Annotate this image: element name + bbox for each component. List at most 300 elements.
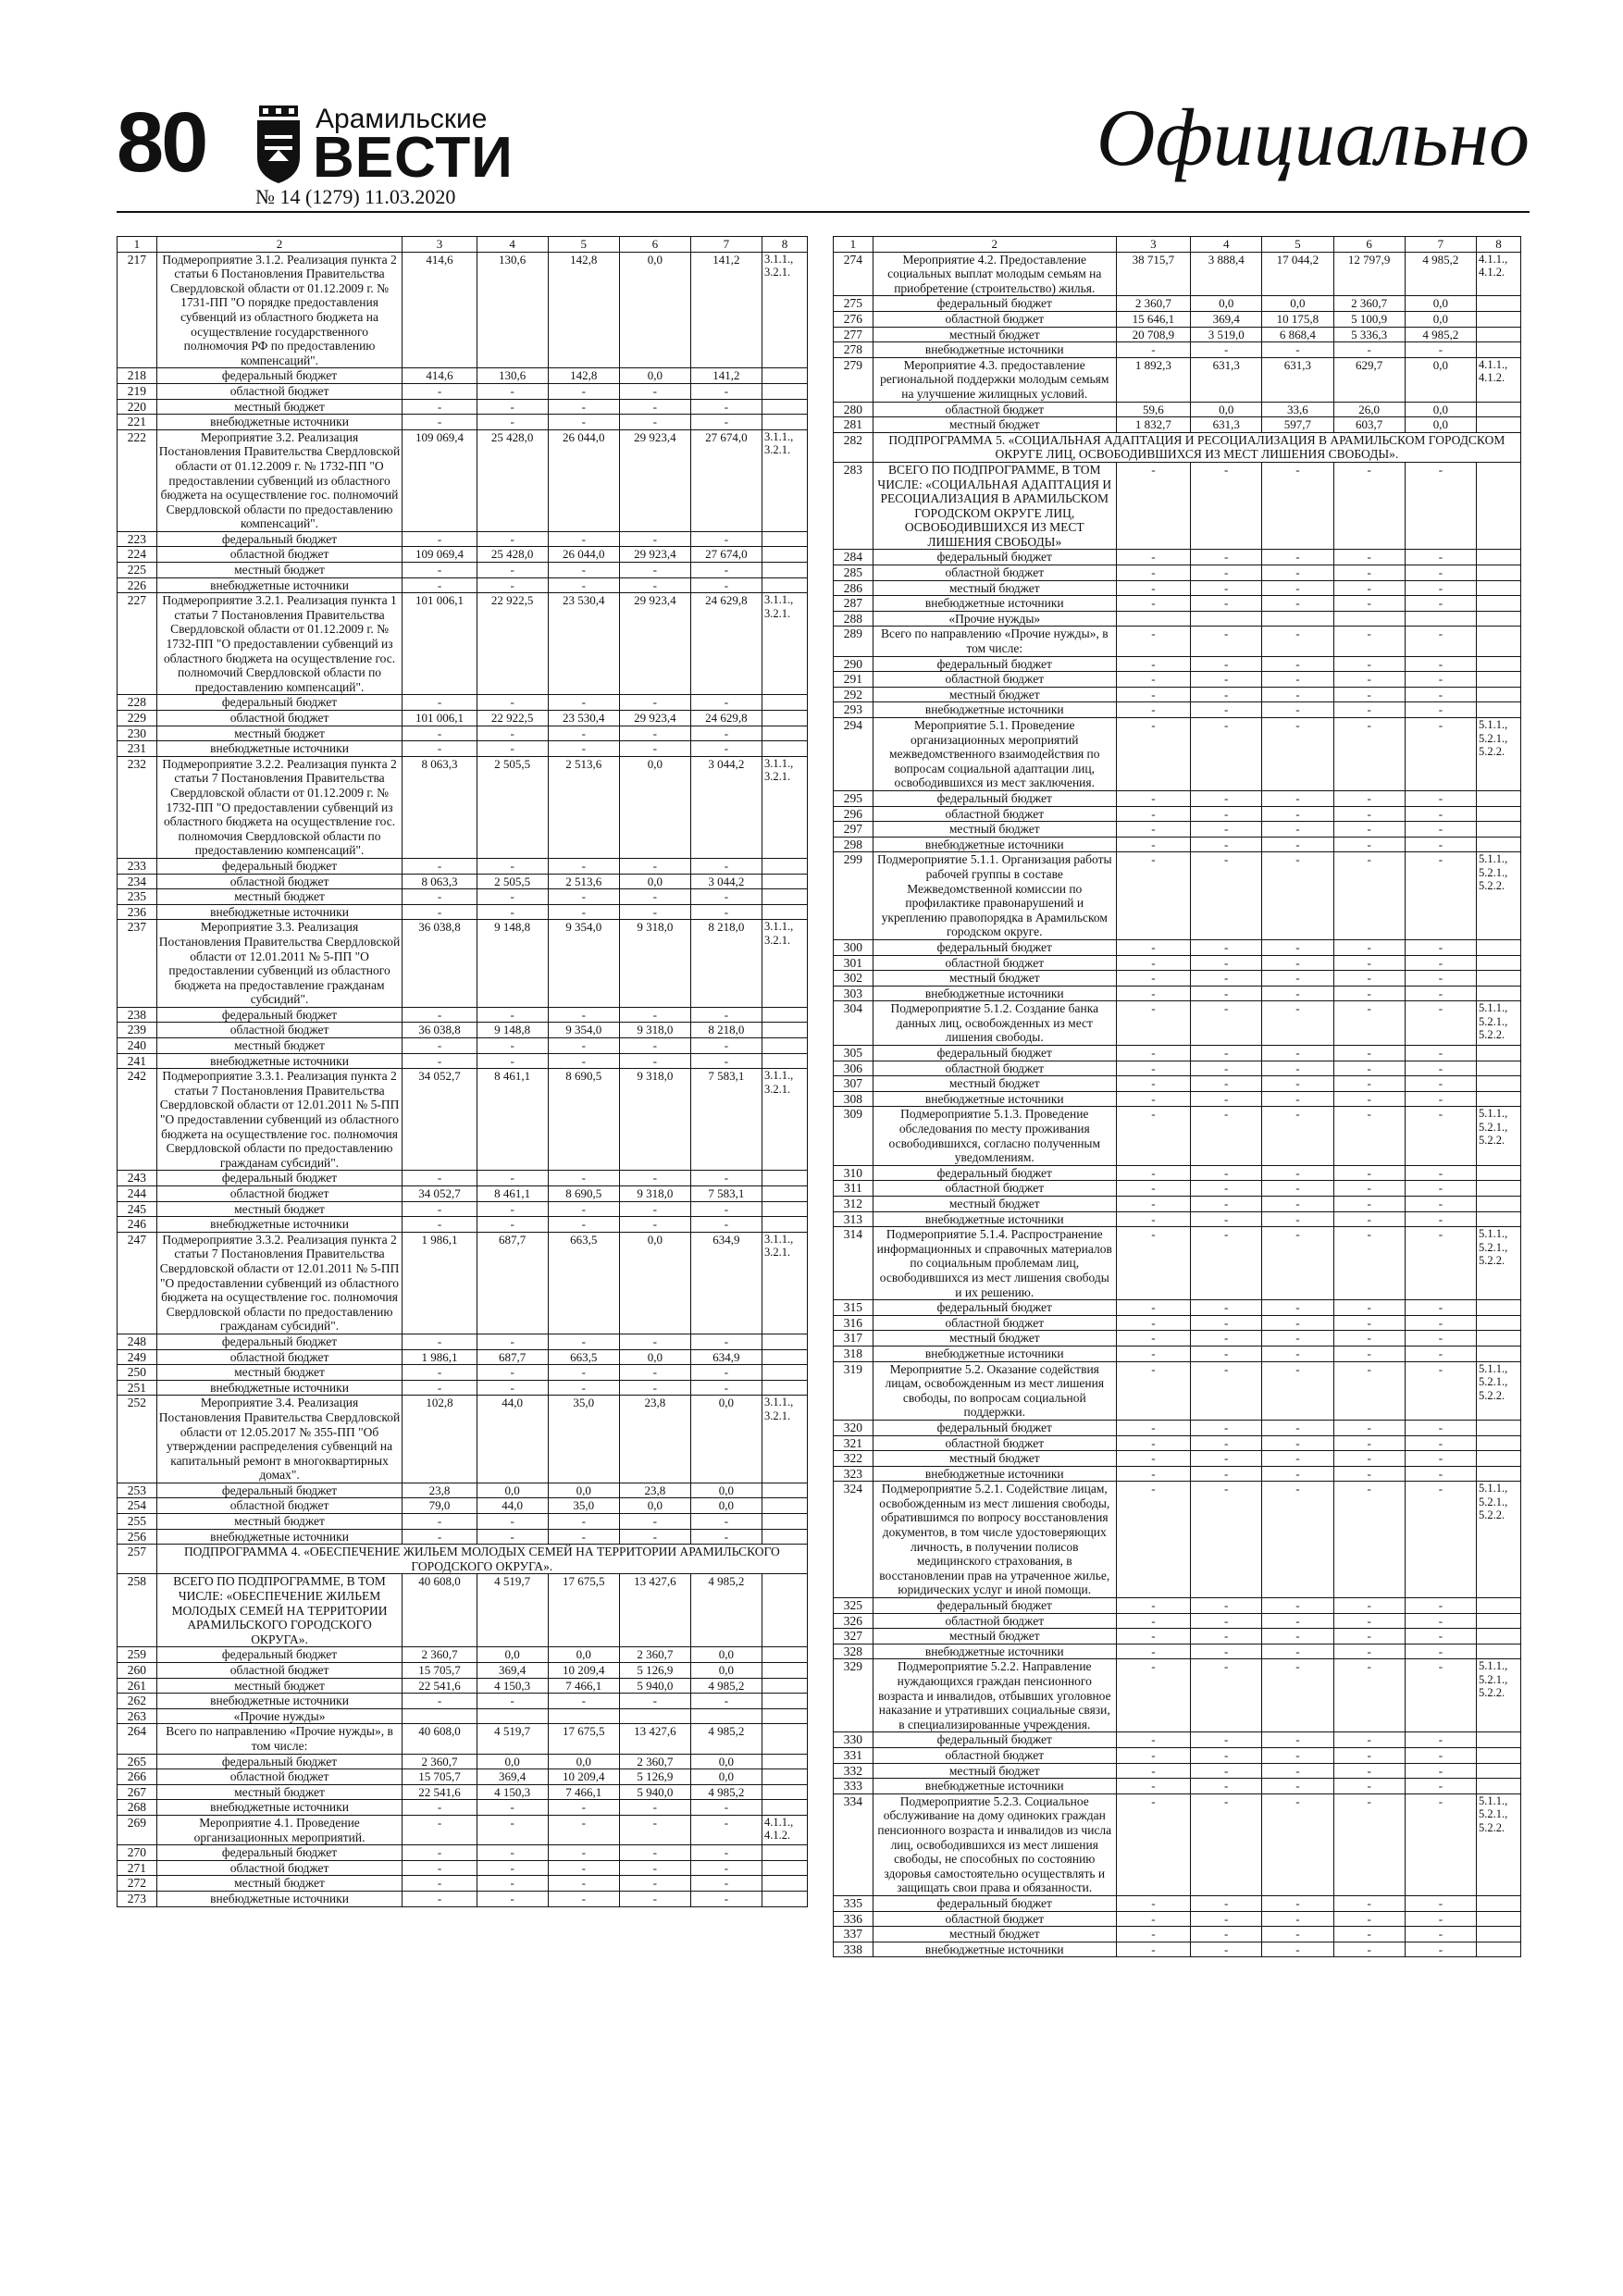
column-header: 7	[690, 237, 762, 253]
amount-cell: -	[477, 726, 548, 741]
amount-cell: -	[477, 399, 548, 415]
amount-cell: -	[1191, 806, 1262, 822]
row-number: 329	[834, 1659, 873, 1732]
target-codes	[762, 1498, 807, 1514]
table-row	[118, 399, 808, 415]
amount-cell: -	[619, 1845, 690, 1861]
table-row	[118, 577, 808, 593]
amount-cell: -	[1405, 656, 1476, 672]
amount-cell: -	[1191, 1451, 1262, 1467]
row-description: Подмероприятие 3.3.2. Реализация пункта 2 статьи 7 Постановления Правительства Свердловской области от 12.01.2011 № 5-ПП "О предоставлении субвенций из областного бюджета на осуществление гос. полномочия Свердловской области по предоставлению гражданам субсидий".	[156, 1232, 403, 1334]
row-description: местный бюджет	[873, 1451, 1116, 1467]
row-number: 333	[834, 1779, 873, 1794]
amount-cell: 0,0	[1262, 296, 1333, 312]
row-description: внебюджетные источники	[156, 577, 403, 593]
target-codes: 4.1.1., 4.1.2.	[1476, 357, 1520, 402]
amount-cell: -	[1262, 939, 1333, 955]
subprogram-title: ПОДПРОГРАММА 5. «СОЦИАЛЬНАЯ АДАПТАЦИЯ И РЕСОЦИАЛИЗАЦИЯ В АРАМИЛЬСКОМ ГОРОДСКОМ ОКРУГЕ ЛИЦ, ОСВОБОДИВШИХСЯ ИЗ МЕСТ ЛИШЕНИЯ СВОБОДЫ».	[873, 432, 1520, 462]
amount-cell: -	[1191, 790, 1262, 806]
amount-cell: -	[1262, 672, 1333, 688]
amount-cell: -	[477, 1529, 548, 1545]
target-codes: 5.1.1., 5.2.1., 5.2.2.	[1476, 1659, 1520, 1732]
target-codes: 5.1.1., 5.2.1., 5.2.2.	[1476, 1482, 1520, 1598]
row-number: 298	[834, 837, 873, 852]
amount-cell: 0,0	[1191, 296, 1262, 312]
amount-cell: -	[1191, 1107, 1262, 1165]
amount-cell: 9 318,0	[619, 1069, 690, 1171]
row-number: 337	[834, 1927, 873, 1942]
amount-cell: -	[1191, 1763, 1262, 1779]
amount-cell: -	[403, 1694, 477, 1709]
row-number: 252	[118, 1396, 157, 1483]
amount-cell: -	[548, 383, 619, 399]
target-codes	[1476, 939, 1520, 955]
amount-cell: -	[1262, 1331, 1333, 1347]
table-row	[834, 1091, 1521, 1107]
amount-cell: 109 069,4	[403, 547, 477, 563]
amount-cell: -	[1191, 1747, 1262, 1763]
row-number: 294	[834, 718, 873, 791]
amount-cell: -	[1191, 1629, 1262, 1644]
amount-cell: -	[403, 399, 477, 415]
amount-cell: 38 715,7	[1116, 252, 1190, 296]
table-row	[834, 1227, 1521, 1300]
row-number: 238	[118, 1007, 157, 1023]
row-number: 226	[118, 577, 157, 593]
table-row	[118, 547, 808, 563]
amount-cell: -	[1191, 718, 1262, 791]
table-row	[834, 1046, 1521, 1061]
row-description: местный бюджет	[873, 1076, 1116, 1092]
amount-cell: 79,0	[403, 1498, 477, 1514]
row-number: 219	[118, 383, 157, 399]
amount-cell: 1 986,1	[403, 1232, 477, 1334]
target-codes	[762, 547, 807, 563]
amount-cell: -	[1191, 342, 1262, 358]
row-number: 278	[834, 342, 873, 358]
row-number: 268	[118, 1800, 157, 1816]
table-row	[834, 462, 1521, 550]
amount-cell: -	[619, 1007, 690, 1023]
row-number: 249	[118, 1349, 157, 1365]
amount-cell: 3 044,2	[690, 756, 762, 858]
amount-cell: -	[1405, 1211, 1476, 1227]
column-header: 5	[548, 237, 619, 253]
amount-cell: 0,0	[1405, 402, 1476, 417]
amount-cell: 7 466,1	[548, 1784, 619, 1800]
amount-cell: 687,7	[477, 1349, 548, 1365]
amount-cell: 22 541,6	[403, 1784, 477, 1800]
amount-cell: 4 985,2	[1405, 252, 1476, 296]
amount-cell: -	[1262, 986, 1333, 1001]
row-description: «Прочие нужды»	[156, 1708, 403, 1724]
row-description: федеральный бюджет	[873, 1300, 1116, 1316]
amount-cell: -	[1262, 1001, 1333, 1046]
amount-cell: 29 923,4	[619, 429, 690, 531]
amount-cell: -	[619, 889, 690, 905]
amount-cell: -	[1405, 565, 1476, 581]
target-codes: 3.1.1., 3.2.1.	[762, 593, 807, 695]
target-codes	[762, 563, 807, 578]
amount-cell: -	[1333, 1061, 1405, 1076]
amount-cell: -	[403, 1845, 477, 1861]
amount-cell: -	[1405, 1927, 1476, 1942]
amount-cell: -	[1116, 1361, 1190, 1420]
amount-cell: -	[1191, 580, 1262, 596]
target-codes	[762, 1334, 807, 1349]
target-codes	[762, 726, 807, 741]
table-row	[834, 1076, 1521, 1092]
amount-cell: -	[619, 726, 690, 741]
row-number: 242	[118, 1069, 157, 1171]
target-codes: 4.1.1., 4.1.2.	[1476, 252, 1520, 296]
amount-cell: -	[1262, 790, 1333, 806]
target-codes	[762, 1217, 807, 1233]
amount-cell: -	[1191, 1911, 1262, 1927]
row-description: федеральный бюджет	[156, 695, 403, 711]
amount-cell: -	[1262, 1197, 1333, 1212]
target-codes	[1476, 1747, 1520, 1763]
row-description: федеральный бюджет	[873, 1732, 1116, 1748]
table-row	[118, 415, 808, 430]
target-codes	[1476, 1197, 1520, 1212]
row-number: 218	[118, 368, 157, 384]
amount-cell: -	[619, 1217, 690, 1233]
amount-cell: -	[1405, 1732, 1476, 1748]
table-row	[834, 1181, 1521, 1197]
amount-cell: -	[1405, 955, 1476, 971]
amount-cell: -	[403, 1860, 477, 1876]
target-codes	[762, 415, 807, 430]
amount-cell: 23 530,4	[548, 593, 619, 695]
amount-cell: 130,6	[477, 252, 548, 368]
amount-cell: 22 541,6	[403, 1678, 477, 1694]
column-header: 2	[873, 237, 1116, 253]
row-number: 230	[118, 726, 157, 741]
target-codes	[1476, 550, 1520, 565]
amount-cell: 687,7	[477, 1232, 548, 1334]
row-description: Подмероприятие 3.3.1. Реализация пункта 2 статьи 7 Постановления Правительства Свердловской области от 12.01.2011 № 5-ПП "О предоставлении субвенций из областного бюджета на осуществление гос. полномочия Свердловской области по предоставлению гражданам субсидий".	[156, 1069, 403, 1171]
row-description: федеральный бюджет	[873, 296, 1116, 312]
amount-cell: -	[403, 726, 477, 741]
amount-cell: -	[1191, 1001, 1262, 1046]
amount-cell: 634,9	[690, 1232, 762, 1334]
table-row	[118, 904, 808, 920]
amount-cell	[477, 1708, 548, 1724]
amount-cell: -	[690, 1845, 762, 1861]
target-codes	[762, 1708, 807, 1724]
row-description: областной бюджет	[156, 383, 403, 399]
table-row	[118, 874, 808, 889]
row-description: внебюджетные источники	[873, 596, 1116, 612]
table-row	[118, 1815, 808, 1844]
amount-cell: -	[403, 383, 477, 399]
row-number: 328	[834, 1644, 873, 1659]
amount-cell: -	[403, 1365, 477, 1381]
amount-cell: 5 126,9	[619, 1769, 690, 1785]
table-row	[118, 1529, 808, 1545]
target-codes	[1476, 311, 1520, 327]
table-row	[834, 971, 1521, 987]
row-number: 288	[834, 611, 873, 627]
row-number: 336	[834, 1911, 873, 1927]
amount-cell: -	[1116, 1451, 1190, 1467]
column-header: 4	[477, 237, 548, 253]
amount-cell: 3 888,4	[1191, 252, 1262, 296]
amount-cell: -	[548, 531, 619, 547]
target-codes: 3.1.1., 3.2.1.	[762, 1232, 807, 1334]
amount-cell: -	[1116, 806, 1190, 822]
row-number: 330	[834, 1732, 873, 1748]
table-row	[118, 1217, 808, 1233]
row-number: 254	[118, 1498, 157, 1514]
amount-cell: -	[548, 1876, 619, 1892]
row-description: Подмероприятие 5.1.4. Распространение информационных и справочных материалов по социальным проблемам лиц, освободившихся из мест лишения свободы и их решению.	[873, 1227, 1116, 1300]
amount-cell: 0,0	[477, 1483, 548, 1498]
column-header: 5	[1262, 237, 1333, 253]
amount-cell: -	[1333, 986, 1405, 1001]
row-description: федеральный бюджет	[873, 1895, 1116, 1911]
amount-cell: 7 466,1	[548, 1678, 619, 1694]
table-row	[118, 1694, 808, 1709]
amount-cell: 0,0	[690, 1483, 762, 1498]
row-description: федеральный бюджет	[873, 1046, 1116, 1061]
amount-cell: -	[548, 399, 619, 415]
row-description: внебюджетные источники	[873, 1466, 1116, 1482]
target-codes	[762, 1349, 807, 1365]
target-codes	[762, 1845, 807, 1861]
row-number: 261	[118, 1678, 157, 1694]
amount-cell: -	[548, 858, 619, 874]
amount-cell: -	[690, 1365, 762, 1381]
amount-cell: -	[477, 741, 548, 757]
row-description: федеральный бюджет	[156, 1647, 403, 1663]
amount-cell: -	[1116, 1644, 1190, 1659]
target-codes	[1476, 971, 1520, 987]
target-codes	[762, 1574, 807, 1647]
target-codes	[762, 1201, 807, 1217]
table-row	[118, 695, 808, 711]
table-row	[834, 357, 1521, 402]
amount-cell: -	[1405, 580, 1476, 596]
amount-cell: 597,7	[1262, 417, 1333, 433]
amount-cell: -	[403, 1876, 477, 1892]
table-row	[118, 1769, 808, 1785]
amount-cell: -	[1333, 1227, 1405, 1300]
row-description: областной бюджет	[156, 711, 403, 726]
amount-cell: -	[1116, 596, 1190, 612]
amount-cell: -	[548, 1217, 619, 1233]
row-number: 247	[118, 1232, 157, 1334]
amount-cell: -	[1262, 550, 1333, 565]
target-codes: 3.1.1., 3.2.1.	[762, 429, 807, 531]
target-codes	[762, 399, 807, 415]
amount-cell: 34 052,7	[403, 1069, 477, 1171]
row-description: областной бюджет	[156, 1860, 403, 1876]
amount-cell: -	[548, 695, 619, 711]
amount-cell: 29 923,4	[619, 711, 690, 726]
row-number: 301	[834, 955, 873, 971]
row-description: Мероприятие 4.1. Проведение организационных мероприятий.	[156, 1815, 403, 1844]
amount-cell: 8 461,1	[477, 1069, 548, 1171]
row-number: 221	[118, 415, 157, 430]
column-header: 8	[1476, 237, 1520, 253]
amount-cell: 26 044,0	[548, 429, 619, 531]
amount-cell: 35,0	[548, 1396, 619, 1483]
table-row	[834, 252, 1521, 296]
target-codes: 3.1.1., 3.2.1.	[762, 1396, 807, 1483]
amount-cell	[1116, 611, 1190, 627]
amount-cell: -	[403, 904, 477, 920]
amount-cell: -	[1116, 1046, 1190, 1061]
table-row	[834, 1598, 1521, 1614]
target-codes	[762, 904, 807, 920]
amount-cell: -	[403, 1529, 477, 1545]
amount-cell: -	[1333, 955, 1405, 971]
amount-cell: -	[1116, 1346, 1190, 1361]
amount-cell: -	[1116, 1197, 1190, 1212]
amount-cell: 4 519,7	[477, 1724, 548, 1754]
amount-cell	[619, 1708, 690, 1724]
amount-cell: 40 608,0	[403, 1724, 477, 1754]
table-row	[118, 383, 808, 399]
amount-cell: 2 360,7	[1116, 296, 1190, 312]
amount-cell: 25 428,0	[477, 429, 548, 531]
row-number: 234	[118, 874, 157, 889]
amount-cell: -	[1191, 1076, 1262, 1092]
table-row	[834, 837, 1521, 852]
row-description: местный бюджет	[873, 1331, 1116, 1347]
row-number: 311	[834, 1181, 873, 1197]
amount-cell: -	[1333, 1598, 1405, 1614]
row-number: 223	[118, 531, 157, 547]
row-description: федеральный бюджет	[873, 1165, 1116, 1181]
amount-cell: -	[1116, 1613, 1190, 1629]
target-codes	[762, 577, 807, 593]
amount-cell: -	[477, 1380, 548, 1396]
amount-cell: -	[1405, 1629, 1476, 1644]
amount-cell: -	[1191, 1361, 1262, 1420]
row-description: местный бюджет	[156, 1038, 403, 1054]
amount-cell: -	[1333, 1793, 1405, 1895]
amount-cell: 9 354,0	[548, 1023, 619, 1038]
amount-cell: -	[1333, 1466, 1405, 1482]
target-codes	[762, 1891, 807, 1906]
amount-cell: -	[1262, 1046, 1333, 1061]
amount-cell: -	[548, 577, 619, 593]
row-description: местный бюджет	[873, 1197, 1116, 1212]
table-row	[834, 1107, 1521, 1165]
target-codes: 5.1.1., 5.2.1., 5.2.2.	[1476, 718, 1520, 791]
row-description: Мероприятие 4.2. Предоставление социальных выплат молодым семьям на приобретение (строительство) жилья.	[873, 252, 1116, 296]
amount-cell: -	[1116, 627, 1190, 656]
amount-cell: -	[1333, 1779, 1405, 1794]
amount-cell: -	[1333, 1613, 1405, 1629]
amount-cell: -	[690, 1694, 762, 1709]
amount-cell: -	[403, 741, 477, 757]
row-number: 279	[834, 357, 873, 402]
amount-cell: -	[1191, 1732, 1262, 1748]
amount-cell: 0,0	[548, 1647, 619, 1663]
amount-cell: -	[1333, 672, 1405, 688]
table-row	[118, 563, 808, 578]
amount-cell: 6 868,4	[1262, 327, 1333, 342]
amount-cell: -	[1116, 565, 1190, 581]
amount-cell: -	[1262, 580, 1333, 596]
row-description: местный бюджет	[156, 1678, 403, 1694]
row-number: 309	[834, 1107, 873, 1165]
row-number: 263	[118, 1708, 157, 1724]
target-codes	[762, 1380, 807, 1396]
amount-cell: -	[1191, 1346, 1262, 1361]
amount-cell: 631,3	[1191, 357, 1262, 402]
amount-cell: -	[1116, 1107, 1190, 1165]
table-row	[834, 687, 1521, 702]
target-codes	[1476, 417, 1520, 433]
row-description: областной бюджет	[156, 1769, 403, 1785]
amount-cell: -	[1262, 565, 1333, 581]
amount-cell: 4 985,2	[690, 1784, 762, 1800]
amount-cell: -	[1405, 1911, 1476, 1927]
table-row	[118, 711, 808, 726]
amount-cell: -	[1333, 342, 1405, 358]
amount-cell: 4 985,2	[690, 1574, 762, 1647]
amount-cell: -	[690, 1876, 762, 1892]
row-number: 229	[118, 711, 157, 726]
target-codes	[1476, 1779, 1520, 1794]
amount-cell	[1191, 611, 1262, 627]
amount-cell: 15 646,1	[1116, 311, 1190, 327]
amount-cell: 24 629,8	[690, 711, 762, 726]
amount-cell: -	[690, 726, 762, 741]
amount-cell: -	[1405, 1361, 1476, 1420]
amount-cell: -	[1191, 822, 1262, 838]
amount-cell: -	[1262, 1315, 1333, 1331]
amount-cell: -	[548, 904, 619, 920]
amount-cell: 5 336,3	[1333, 327, 1405, 342]
amount-cell: -	[690, 1514, 762, 1530]
amount-cell: -	[619, 1800, 690, 1816]
amount-cell: -	[1191, 1227, 1262, 1300]
amount-cell: -	[1405, 672, 1476, 688]
amount-cell: 23,8	[403, 1483, 477, 1498]
amount-cell: -	[1191, 1482, 1262, 1598]
table-row	[834, 1300, 1521, 1316]
amount-cell: -	[1191, 672, 1262, 688]
amount-cell: -	[1116, 656, 1190, 672]
table-row	[118, 1069, 808, 1171]
amount-cell: -	[1405, 837, 1476, 852]
table-row	[118, 429, 808, 531]
row-description: внебюджетные источники	[873, 986, 1116, 1001]
table-row	[118, 1800, 808, 1816]
amount-cell: 13 427,6	[619, 1574, 690, 1647]
row-description: областной бюджет	[873, 955, 1116, 971]
target-codes	[1476, 327, 1520, 342]
row-description: Подмероприятие 3.2.1. Реализация пункта 1 статьи 7 Постановления Правительства Свердловской области от 01.12.2009 г. № 1732-ПП "О предоставлении субвенций из областного бюджета на осуществление гос. полномочий Свердловской области по предоставлению компенсаций".	[156, 593, 403, 695]
amount-cell: -	[1116, 1466, 1190, 1482]
target-codes	[1476, 1613, 1520, 1629]
amount-cell: 369,4	[477, 1769, 548, 1785]
table-row	[118, 1171, 808, 1186]
amount-cell: -	[1191, 1300, 1262, 1316]
row-number: 232	[118, 756, 157, 858]
amount-cell: -	[1405, 1331, 1476, 1347]
amount-cell: -	[548, 1038, 619, 1054]
amount-cell: -	[1405, 971, 1476, 987]
row-number: 318	[834, 1346, 873, 1361]
table-row	[118, 1545, 808, 1574]
